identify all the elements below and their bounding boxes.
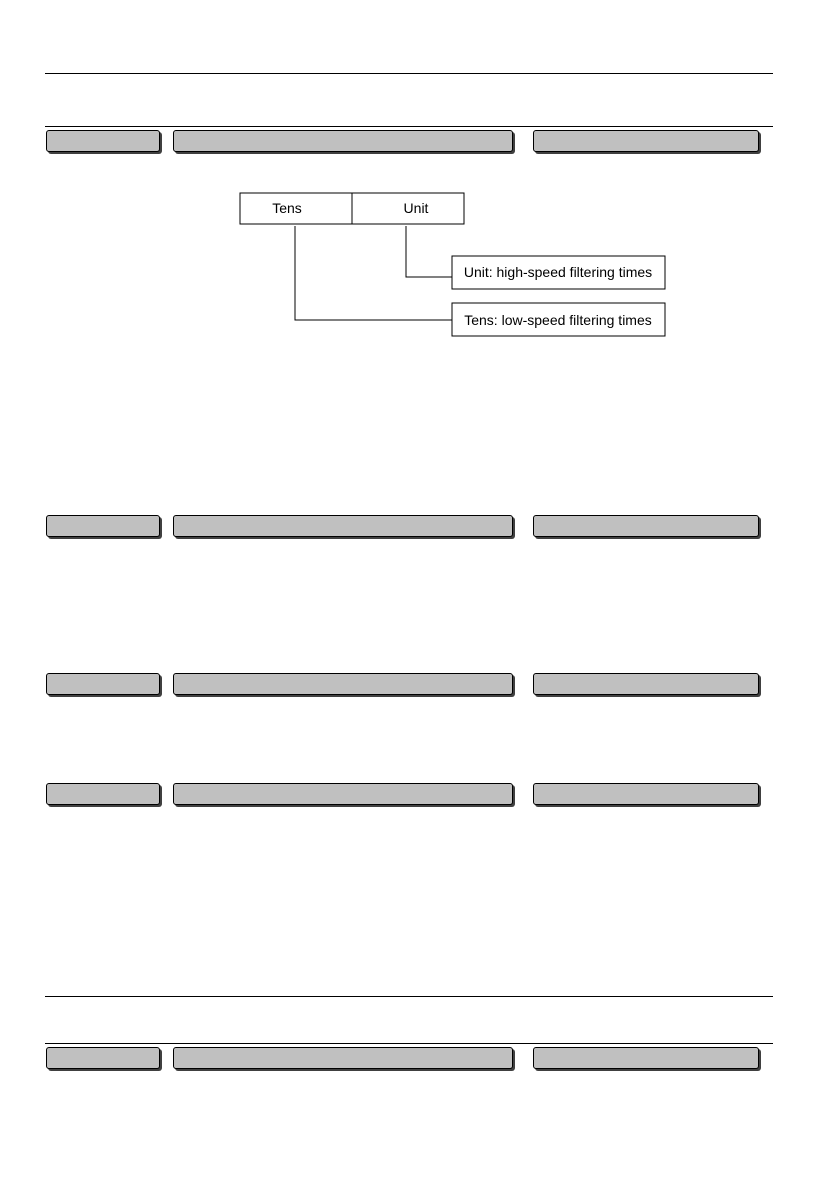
parameter-header-row (46, 673, 762, 695)
parameter-code-box (46, 1047, 160, 1069)
parameter-name-box (173, 783, 513, 805)
parameter-code-box (46, 673, 160, 695)
parameter-range-box (533, 673, 759, 695)
tens-label: Tens (272, 200, 302, 216)
parameter-code-box (46, 783, 160, 805)
unit-description: Unit: high-speed filtering times (463, 264, 653, 280)
parameter-name-box (173, 515, 513, 537)
parameter-header-row (46, 783, 762, 805)
parameter-name-box (173, 673, 513, 695)
parameter-code-box (46, 515, 160, 537)
parameter-name-box (173, 1047, 513, 1069)
unit-connector-line (406, 226, 452, 277)
parameter-range-box (533, 1047, 759, 1069)
parameter-header-row (46, 515, 762, 537)
parameter-header-row (46, 1047, 762, 1069)
tens-connector-line (295, 226, 452, 320)
unit-label: Unit (403, 200, 429, 216)
section-rule (45, 996, 773, 997)
parameter-range-box (533, 783, 759, 805)
parameter-range-box (533, 515, 759, 537)
section-rule (45, 1043, 773, 1044)
tens-description: Tens: low-speed filtering times (464, 312, 652, 328)
